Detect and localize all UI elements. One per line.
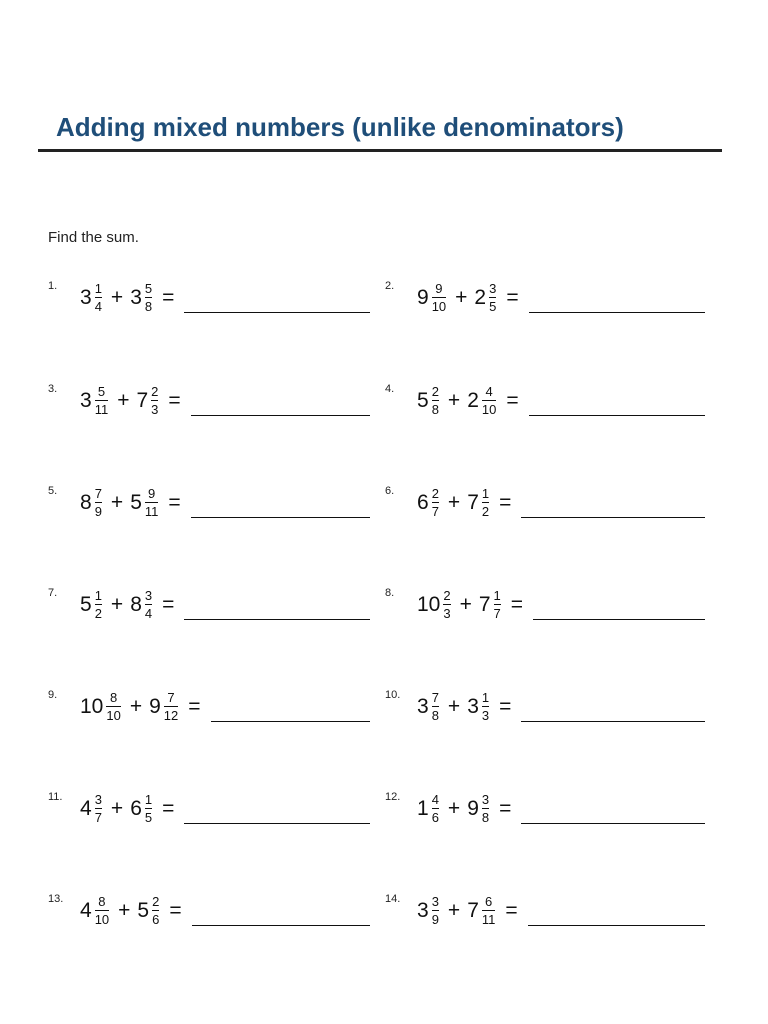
fraction	[95, 282, 102, 313]
fraction	[482, 793, 489, 824]
answer-blank[interactable]	[184, 312, 370, 313]
problem-number: 9.	[48, 689, 58, 701]
problem-expression	[80, 589, 174, 620]
answer-blank[interactable]	[192, 925, 370, 926]
fraction-bar	[95, 808, 102, 809]
whole-number: 5	[130, 490, 142, 514]
fraction	[443, 589, 450, 620]
numerator: 3	[144, 588, 153, 603]
problem-13	[48, 889, 388, 939]
fraction	[482, 487, 489, 518]
equals-sign: =	[162, 796, 175, 820]
fraction	[432, 793, 439, 824]
whole-number: 9	[417, 285, 429, 309]
fraction-bar	[489, 297, 496, 298]
fraction-bar	[482, 502, 489, 503]
fraction-bar	[443, 604, 450, 605]
answer-blank[interactable]	[184, 823, 370, 824]
numerator: 8	[98, 894, 106, 909]
fraction	[95, 385, 109, 416]
denominator: 8	[481, 810, 490, 825]
numerator: 9	[435, 281, 443, 296]
fraction	[432, 282, 446, 313]
problem-expression	[417, 385, 519, 416]
fraction	[489, 282, 496, 313]
denominator: 8	[431, 708, 439, 723]
fraction-bar	[95, 297, 102, 298]
plus-sign: +	[110, 490, 124, 514]
fraction-bar	[432, 910, 439, 911]
plus-sign: +	[447, 388, 461, 412]
answer-blank[interactable]	[528, 925, 705, 926]
whole-number: 5	[80, 592, 92, 616]
whole-number: 4	[80, 898, 92, 922]
problem-number: 6.	[385, 485, 395, 497]
denominator: 10	[106, 708, 121, 723]
plus-sign: +	[110, 285, 124, 309]
numerator: 8	[109, 690, 118, 705]
fraction	[95, 793, 102, 824]
problem-expression	[417, 691, 511, 722]
problem-number: 8.	[385, 587, 395, 599]
fraction-bar	[432, 808, 439, 809]
answer-blank[interactable]	[211, 721, 370, 722]
fraction	[95, 895, 109, 926]
numerator: 3	[481, 792, 490, 807]
numerator: 5	[144, 281, 153, 296]
whole-number: 9	[149, 694, 161, 718]
numerator: 1	[481, 690, 490, 705]
whole-number: 3	[130, 285, 142, 309]
equals-sign: =	[506, 388, 519, 412]
problem-12	[385, 787, 725, 837]
answer-blank[interactable]	[529, 415, 705, 416]
whole-number: 10	[80, 694, 104, 718]
problem-1	[48, 276, 388, 326]
equals-sign: =	[168, 490, 181, 514]
problem-expression	[80, 793, 174, 824]
whole-number: 7	[467, 490, 479, 514]
answer-blank[interactable]	[191, 415, 370, 416]
fraction	[95, 487, 102, 518]
equals-sign: =	[162, 592, 175, 616]
plus-sign: +	[110, 592, 124, 616]
problem-number: 2.	[385, 280, 395, 292]
fraction-bar	[95, 400, 109, 401]
problem-expression	[417, 282, 519, 313]
denominator: 6	[152, 912, 160, 927]
equals-sign: =	[499, 796, 512, 820]
fraction-bar	[145, 808, 152, 809]
whole-number: 1	[417, 796, 429, 820]
plus-sign: +	[447, 796, 461, 820]
equals-sign: =	[505, 898, 518, 922]
equals-sign: =	[162, 285, 175, 309]
problem-number: 11.	[48, 791, 63, 803]
whole-number: 3	[417, 694, 429, 718]
title-underline	[38, 149, 722, 152]
denominator: 12	[163, 708, 179, 723]
problem-number: 14.	[385, 893, 401, 905]
numerator: 5	[97, 384, 106, 399]
numerator: 4	[485, 384, 493, 399]
problem-expression	[80, 895, 182, 926]
answer-blank[interactable]	[533, 619, 705, 620]
fraction-bar	[482, 910, 496, 911]
denominator: 8	[431, 402, 439, 417]
whole-number: 8	[130, 592, 142, 616]
denominator: 4	[94, 299, 102, 314]
problem-7	[48, 583, 388, 633]
problem-expression	[417, 487, 511, 518]
problem-10	[385, 685, 725, 735]
denominator: 11	[144, 504, 159, 519]
denominator: 3	[443, 606, 451, 621]
problem-6	[385, 481, 725, 531]
equals-sign: =	[168, 388, 181, 412]
fraction-bar	[145, 604, 152, 605]
denominator: 9	[431, 912, 439, 927]
problem-number: 5.	[48, 485, 58, 497]
plus-sign: +	[117, 388, 130, 412]
fraction	[145, 282, 152, 313]
fraction-bar	[95, 910, 109, 911]
problem-expression	[417, 793, 511, 824]
fraction-bar	[432, 502, 439, 503]
denominator: 3	[481, 708, 490, 723]
instructions: Find the sum.	[48, 229, 139, 246]
equals-sign: =	[499, 490, 512, 514]
numerator: 2	[431, 486, 439, 501]
problem-9	[48, 685, 388, 735]
denominator: 5	[144, 810, 153, 825]
whole-number: 5	[137, 898, 150, 922]
denominator: 7	[94, 810, 102, 825]
denominator: 2	[94, 606, 102, 621]
fraction-bar	[151, 400, 158, 401]
problem-number: 4.	[385, 383, 395, 395]
fraction	[482, 895, 496, 926]
problem-expression	[80, 487, 181, 518]
fraction	[151, 385, 158, 416]
numerator: 4	[431, 792, 439, 807]
equals-sign: =	[169, 898, 182, 922]
answer-blank[interactable]	[521, 517, 705, 518]
answer-blank[interactable]	[521, 721, 705, 722]
plus-sign: +	[447, 898, 461, 922]
whole-number: 7	[467, 898, 479, 922]
denominator: 6	[431, 810, 439, 825]
fraction-bar	[106, 706, 120, 707]
fraction-bar	[145, 502, 159, 503]
fraction	[494, 589, 501, 620]
equals-sign: =	[499, 694, 512, 718]
equals-sign: =	[188, 694, 201, 718]
numerator: 7	[94, 486, 102, 501]
whole-number: 6	[417, 490, 429, 514]
answer-blank[interactable]	[529, 312, 705, 313]
numerator: 3	[431, 894, 439, 909]
denominator: 10	[94, 912, 110, 927]
whole-number: 3	[80, 388, 92, 412]
plus-sign: +	[447, 490, 461, 514]
denominator: 2	[481, 504, 490, 519]
numerator: 7	[167, 690, 175, 705]
plus-sign: +	[110, 796, 124, 820]
numerator: 7	[431, 690, 439, 705]
numerator: 1	[94, 281, 102, 296]
denominator: 10	[431, 299, 447, 314]
denominator: 10	[481, 402, 497, 417]
answer-blank[interactable]	[184, 619, 370, 620]
whole-number: 7	[478, 592, 491, 616]
numerator: 3	[94, 792, 102, 807]
fraction-bar	[482, 706, 489, 707]
whole-number: 10	[417, 592, 441, 616]
problem-expression	[80, 282, 174, 313]
answer-blank[interactable]	[521, 823, 705, 824]
problem-number: 10.	[385, 689, 401, 701]
fraction	[152, 895, 159, 926]
fraction-bar	[145, 297, 152, 298]
numerator: 2	[151, 384, 159, 399]
problem-14	[385, 889, 725, 939]
fraction-bar	[432, 400, 439, 401]
fraction-bar	[432, 297, 446, 298]
problem-number: 1.	[48, 280, 58, 292]
answer-blank[interactable]	[191, 517, 370, 518]
numerator: 3	[489, 281, 497, 296]
fraction-bar	[432, 706, 439, 707]
whole-number: 2	[467, 388, 479, 412]
denominator: 4	[144, 606, 153, 621]
denominator: 7	[431, 504, 439, 519]
numerator: 2	[152, 894, 160, 909]
whole-number: 3	[417, 898, 429, 922]
whole-number: 9	[467, 796, 479, 820]
fraction-bar	[95, 502, 102, 503]
whole-number: 5	[417, 388, 429, 412]
denominator: 9	[94, 504, 102, 519]
denominator: 3	[151, 402, 159, 417]
fraction	[482, 691, 489, 722]
numerator: 1	[94, 588, 102, 603]
fraction-bar	[164, 706, 178, 707]
whole-number: 2	[474, 285, 487, 309]
denominator: 8	[144, 299, 153, 314]
fraction-bar	[494, 604, 501, 605]
fraction	[432, 691, 439, 722]
problem-8	[385, 583, 725, 633]
problem-3	[48, 379, 388, 429]
denominator: 5	[489, 299, 497, 314]
denominator: 11	[481, 912, 496, 927]
equals-sign: =	[510, 592, 524, 616]
whole-number: 3	[467, 694, 479, 718]
problem-expression	[80, 691, 201, 722]
plus-sign: +	[129, 694, 143, 718]
problem-expression	[417, 895, 518, 926]
numerator: 1	[493, 588, 501, 603]
denominator: 7	[493, 606, 501, 621]
fraction-bar	[95, 604, 102, 605]
problem-expression	[417, 589, 523, 620]
plus-sign: +	[459, 592, 472, 616]
worksheet-title: Adding mixed numbers (unlike denominators)	[56, 112, 624, 142]
fraction	[95, 589, 102, 620]
problem-2	[385, 276, 725, 326]
denominator: 11	[94, 402, 109, 417]
numerator: 6	[485, 894, 493, 909]
numerator: 1	[144, 792, 153, 807]
whole-number: 3	[80, 285, 92, 309]
fraction	[432, 487, 439, 518]
fraction	[432, 385, 439, 416]
problem-5	[48, 481, 388, 531]
fraction	[106, 691, 120, 722]
fraction	[145, 793, 152, 824]
numerator: 2	[443, 588, 451, 603]
numerator: 1	[481, 486, 490, 501]
problem-number: 7.	[48, 587, 58, 599]
fraction	[164, 691, 178, 722]
whole-number: 7	[136, 388, 149, 412]
fraction	[432, 895, 439, 926]
fraction-bar	[482, 400, 496, 401]
fraction	[482, 385, 496, 416]
plus-sign: +	[447, 694, 461, 718]
equals-sign: =	[506, 285, 519, 309]
numerator: 9	[148, 486, 156, 501]
problem-expression	[80, 385, 181, 416]
problem-number: 13.	[48, 893, 64, 905]
problem-number: 12.	[385, 791, 401, 803]
fraction-bar	[152, 910, 159, 911]
whole-number: 6	[130, 796, 142, 820]
fraction	[145, 589, 152, 620]
problem-number: 3.	[48, 383, 58, 395]
fraction	[145, 487, 159, 518]
whole-number: 8	[80, 490, 92, 514]
problem-4	[385, 379, 725, 429]
numerator: 2	[431, 384, 439, 399]
problem-11	[48, 787, 388, 837]
plus-sign: +	[455, 285, 468, 309]
plus-sign: +	[118, 898, 131, 922]
fraction-bar	[482, 808, 489, 809]
whole-number: 4	[80, 796, 92, 820]
